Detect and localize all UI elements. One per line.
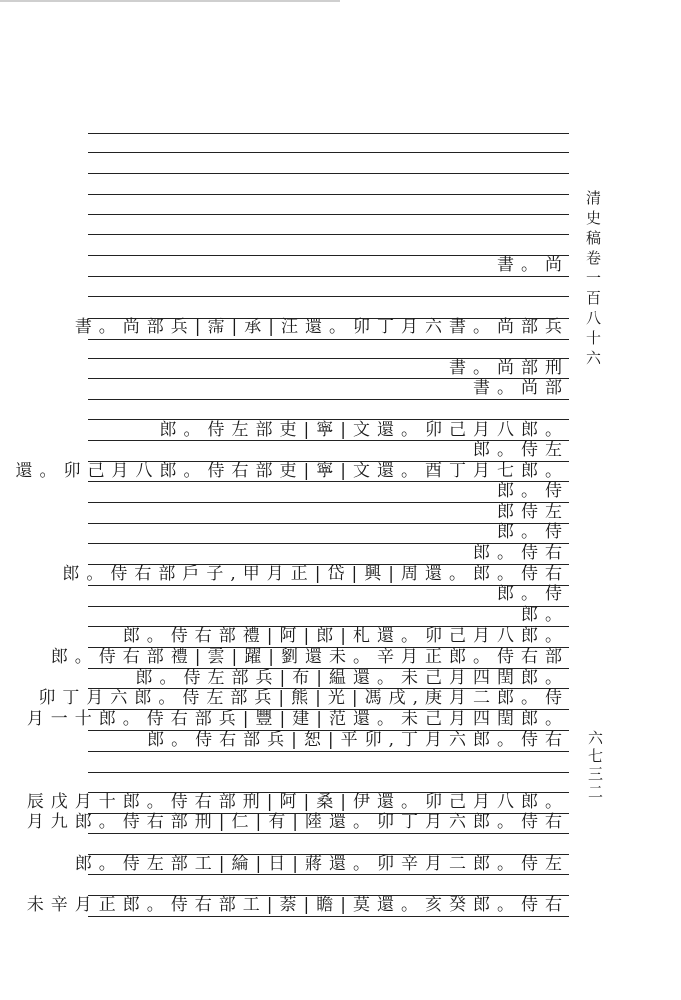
table-row: 未辛月正郎。侍右部工|萘|瞻|莫還。亥癸郎。侍右 — [26, 895, 569, 915]
table-row: 郎。侍 — [497, 481, 569, 501]
table-row: 卯丁月六郎。侍左部兵|熊|光|馮戌,庚月二郎。侍 — [38, 688, 569, 708]
table-rule — [88, 751, 569, 752]
table-rule — [88, 399, 569, 400]
table-rule — [88, 214, 569, 215]
table-rule — [88, 874, 569, 875]
page-number: 六七三二 — [586, 730, 604, 802]
table-rule — [88, 133, 569, 134]
table-rule — [88, 916, 569, 917]
table-row: 郎。侍 — [497, 522, 569, 542]
table-rule — [88, 606, 569, 607]
table-row: 郎侍左 — [497, 502, 569, 522]
table-rule — [88, 772, 569, 773]
table-row: 郎。侍左 — [473, 440, 569, 460]
table-row: 還。卯己月八郎。侍右部吏|寧|文還。酉丁月七郎。 — [15, 461, 569, 481]
table-row: 郎。侍左部兵|布|緼還。未己月四閏郎。 — [135, 668, 569, 688]
table-rule — [88, 152, 569, 153]
table-row: 郎。侍右部戶子,甲月正|岱|興|周還。郎。侍右 — [62, 564, 569, 584]
table-rule — [88, 234, 569, 235]
table-row: 辰戊月十郎。侍右部刑|阿|桑|伊還。卯己月八郎。 — [26, 792, 569, 812]
table-row: 書。尚部刑 — [449, 358, 569, 378]
table-row: 郎。侍右部禮|雲|躍|劉還未。辛月正郎。侍右部 — [50, 647, 569, 667]
table-row: 郎。 — [521, 605, 569, 625]
table-rule — [88, 194, 569, 195]
table-row: 郎。侍右部兵|恕|平卯,丁月六郎。侍右 — [147, 730, 569, 750]
table-rule — [88, 173, 569, 174]
table-row: 書。尚部兵|霈|承|汪還。卯丁月六書。尚部兵 — [74, 317, 569, 337]
table-row: 月九郎。侍右部刑|仁|有|陸還。卯丁月六郎。侍右 — [26, 812, 569, 832]
table-rule — [88, 276, 569, 277]
table-row: 書。尚部 — [473, 378, 569, 398]
table-row: 郎。侍 — [497, 584, 569, 604]
table-rule — [88, 339, 569, 340]
margin-title: 清史稿卷一百八十六 — [584, 190, 602, 370]
table-row: 書。尚 — [497, 255, 569, 275]
table-row: 郎。侍右 — [473, 543, 569, 563]
scan-top-line — [0, 0, 340, 2]
table-row: 郎。侍左部工|綸|日|蔣還。卯辛月二郎。侍左 — [74, 854, 569, 874]
table-row: 郎。侍左部吏|寧|文還。卯己月八郎。 — [159, 420, 569, 440]
table-rule — [88, 296, 569, 297]
table-rule — [88, 833, 569, 834]
table-row: 月一十郎。侍右部兵|豐|建|范還。未己月四閏郎。 — [26, 709, 569, 729]
table-row: 郎。侍右部禮|阿|郎|札還。卯己月八郎。 — [122, 626, 569, 646]
